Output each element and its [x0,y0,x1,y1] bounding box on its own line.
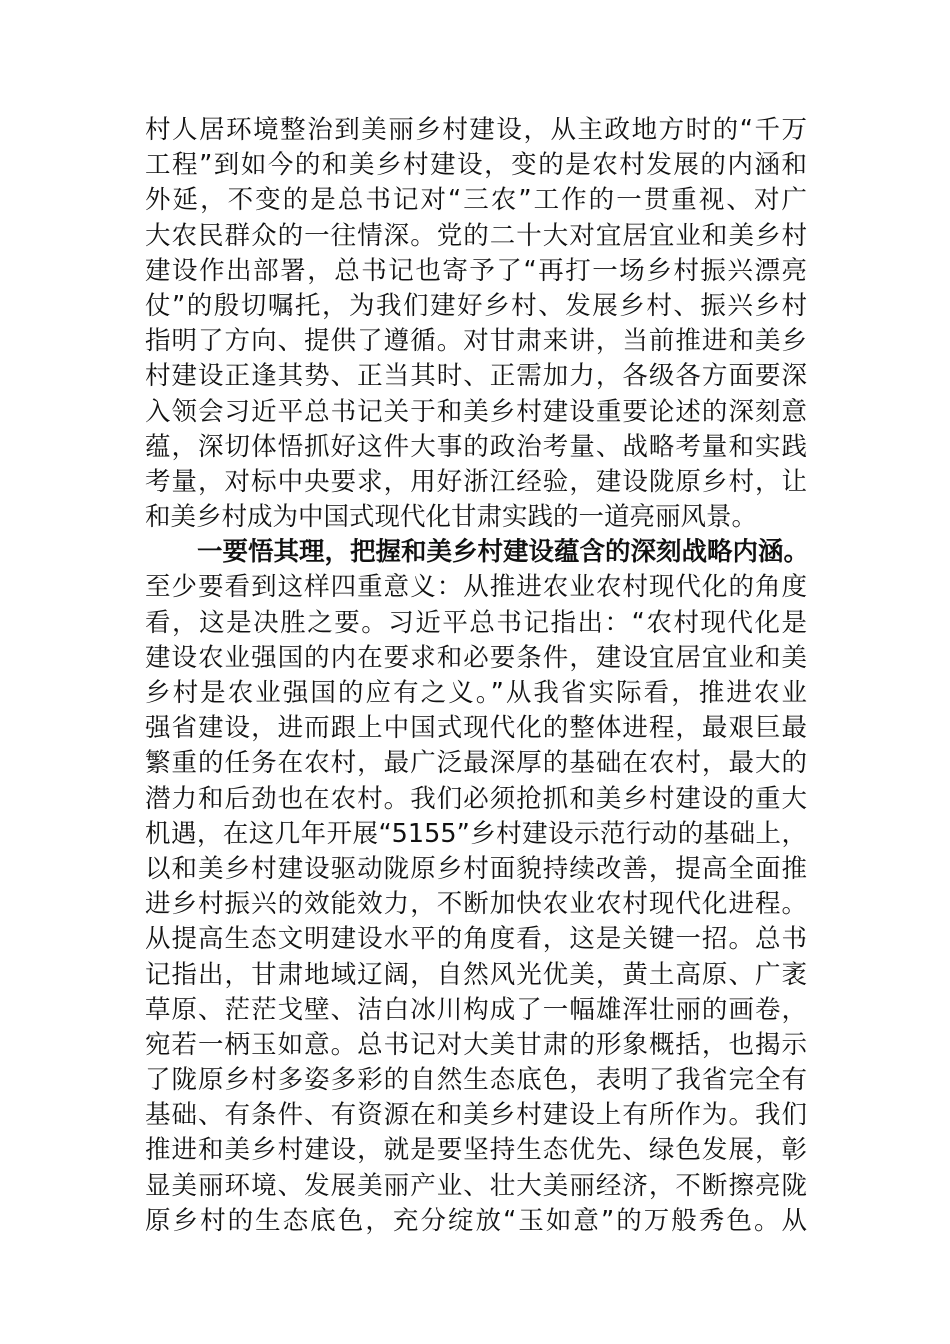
text-line: 基础、有条件、有资源在和美乡村建设上有所作为。我们 [145,1100,807,1131]
text-line: 以和美乡村建设驱动陇原乡村面貌持续改善，提高全面推 [145,853,807,884]
document-page [145,113,810,1239]
section-heading: 一要悟其理，把握和美乡村建设蕴含的深刻战略内涵。 [197,537,810,568]
text-line: 乡村是农业强国的应有之义。”从我省实际看，推进农业 [145,678,807,708]
text-line: 机遇，在这几年开展“5155”乡村建设示范行动的基础上， [145,818,807,849]
text-line: 村人居环境整治到美丽乡村建设，从主政地方时的“千万 [145,115,807,145]
text-line: 村建设正逢其势、正当其时、正需加力，各级各方面要深 [145,361,807,392]
text-line: 宛若一柄玉如意。总书记对大美甘肃的形象概括，也揭示 [145,1029,807,1060]
text-line: 潜力和后劲也在农村。我们必须抢抓和美乡村建设的重大 [145,783,807,814]
text-line: 外延，不变的是总书记对“三农”工作的一贯重视、对广 [145,185,807,216]
text-line: 进乡村振兴的效能效力，不断加快农业农村现代化进程。 [145,889,807,920]
text-line: 强省建设，进而跟上中国式现代化的整体进程，最艰巨最 [145,713,807,744]
text-line: 大农民群众的一往情深。党的二十大对宜居宜业和美乡村 [145,220,807,251]
text-line: 从提高生态文明建设水平的角度看，这是关键一招。总书 [145,924,807,955]
text-line: 入领会习近平总书记关于和美乡村建设重要论述的深刻意 [145,396,807,427]
text-line: 工程”到如今的和美乡村建设，变的是农村发展的内涵和 [145,150,807,181]
text-line: 仗”的殷切嘱托，为我们建好乡村、发展乡村、振兴乡村 [145,290,807,321]
text-line: 草原、茫茫戈壁、洁白冰川构成了一幅雄浑壮丽的画卷， [145,994,807,1025]
text-line: 显美丽环境、发展美丽产业、壮大美丽经济，不断擦亮陇 [145,1170,807,1201]
text-line: 原乡村的生态底色，充分绽放“玉如意”的万般秀色。从 [145,1205,807,1236]
text-line: 建设作出部署，总书记也寄予了“再打一场乡村振兴漂亮 [145,255,807,286]
text-line: 推进和美乡村建设，就是要坚持生态优先、绿色发展，彰 [145,1135,807,1166]
text-line: 蕴，深切体悟抓好这件大事的政治考量、战略考量和实践 [145,431,807,462]
paragraph-1 [145,113,807,535]
paragraph-2 [145,535,810,1239]
text-line: 考量，对标中央要求，用好浙江经验，建设陇原乡村，让 [145,466,807,497]
text-line: 至少要看到这样四重意义：从推进农业农村现代化的角度 [145,572,807,603]
text-line: 繁重的任务在农村，最广泛最深厚的基础在农村，最大的 [145,748,807,779]
text-line: 记指出，甘肃地域辽阔，自然风光优美，黄土高原、广袤 [145,959,807,990]
text-line: 看，这是决胜之要。习近平总书记指出：“农村现代化是 [145,607,807,638]
text-line: 和美乡村成为中国式现代化甘肃实践的一道亮丽风景。 [145,502,758,533]
text-line: 指明了方向、提供了遵循。对甘肃来讲，当前推进和美乡 [145,326,807,357]
text-line: 建设农业强国的内在要求和必要条件，建设宜居宜业和美 [145,642,807,673]
text-line: 了陇原乡村多姿多彩的自然生态底色，表明了我省完全有 [145,1065,807,1096]
